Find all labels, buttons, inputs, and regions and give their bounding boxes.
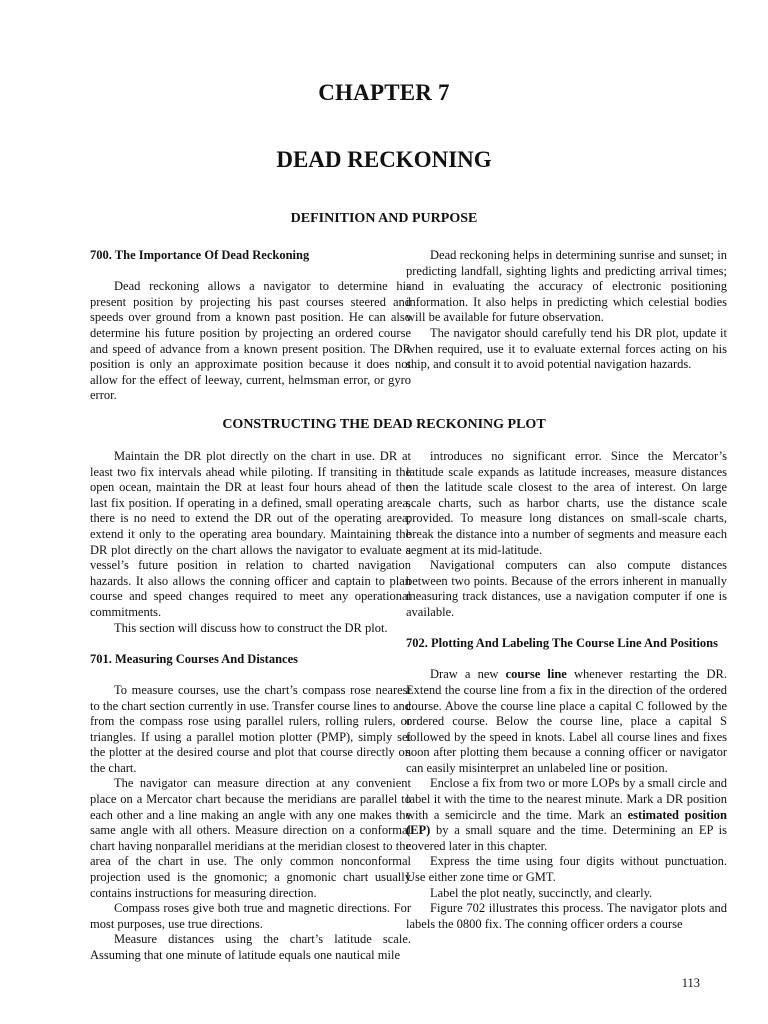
paragraph: Maintain the DR plot directly on the chart in use. DR at least two fix intervals ahead while piloting. If transiting in the open ocean, maintain the DR at least four hours ahead of the last fix position. If operating in a defined, small operating area, there is no need to extend the DR out of the operating area; extend it only to the operating area boundary. Maintaining the DR plot directly on the chart allows the navigator to evaluate a vessel’s future position in relation to charted navigation hazards. It also allows the conning officer and captain to plan course and speed changes required to meet any operational commitments. [90,449,411,619]
paragraph: The navigator can measure direction at any convenient place on a Mercator chart because the meridians are parallel to each other and a line making an angle with any one makes the same angle with all others. Measure direction on a conformal chart having nonparallel meridians at the meridian closest to the area of the chart in use. The only common nonconformal projection used is the gnomonic; a gnomonic chart usually contains instructions for measuring direction. [90,776,411,900]
paragraph: Figure 702 illustrates this process. The navigator plots and labels the 0800 fix. The conning officer orders a course [406,901,727,931]
section-heading-definition: DEFINITION AND PURPOSE [290,211,478,226]
term-course-line: course line [505,667,567,682]
paragraph: This section will discuss how to construct the DR plot. [114,620,388,635]
chapter-number: CHAPTER 7 [318,80,450,105]
subheading-701: 701. Measuring Courses And Distances [90,651,298,666]
text-run: Enclose a fix from two or more LOPs by a small circle and label it with the time to the nearest minute. Mark a DR position with a semicircle and the time. Mark an [406,776,727,822]
paragraph: Label the plot neatly, succinctly, and clearly. [430,885,653,900]
text-run: by a small square and the time. Determining an EP is covered later in this chapter. [406,823,727,853]
paragraph: Dead reckoning allows a navigator to determine his present position by projecting his past courses steered and speeds over ground from a known past position. He can also determine his future position by projecting an ordered course and speed of advance from a known present position. The DR position is only an approximate position because it does not allow for the effect of leeway, current, helmsman error, or gyro error. [90,279,411,403]
section1-right-column [406,248,727,373]
paragraph-estimated-position [406,776,727,854]
section2-left-column [90,449,411,964]
term-estimated-position: estimated position (EP) [406,807,727,838]
subheading-702: 702. Plotting And Labeling The Course Line And Positions [406,636,718,651]
text-run: whenever restarting the DR. Extend the course line from a fix in the direction of the ordered course. Above the course line place a capital C followed by the ordered course. Below the course line, place a capital S followed by the speed in knots. Label all course lines and fixes soon after plotting them because a conning officer or navigator can easily misinterpret an unlabeled line or position. [406,667,727,775]
paragraph: To measure courses, use the chart’s compass rose nearest to the chart section currently in use. Transfer course lines to and from the compass rose using parallel rulers, rolling rulers, or triangles. If using a parallel motion plotter (PMP), simply set the plotter at the desired course and plot that course directly on the chart. [90,682,411,775]
section-heading-constructing: CONSTRUCTING THE DEAD RECKONING PLOT [222,417,546,432]
paragraph: Measure distances using the chart’s latitude scale. Assuming that one minute of latitude equals one nautical mile [90,932,411,962]
subheading-700: 700. The Importance Of Dead Reckoning [90,248,310,262]
paragraph: Navigational computers can also compute distances between two points. Because of the errors inherent in manually measuring track distances, use a navigation computer if one is available. [406,558,727,619]
chapter-title: DEAD RECKONING [276,147,492,172]
paragraph: Dead reckoning helps in determining sunrise and sunset; in predicting landfall, sighting lights and predicting arrival times; and in evaluating the accuracy of electronic positioning information. It also helps in predicting which celestial bodies will be available for future observation. [406,248,727,325]
paragraph: Express the time using four digits without punctuation. Use either zone time or GMT. [406,854,727,885]
text-run: Draw a new [430,667,506,682]
paragraph-course-line [406,667,727,776]
section1-left-column [90,248,411,404]
paragraph: Compass roses give both true and magnetic directions. For most purposes, use true directions. [90,901,411,931]
paragraph: The navigator should carefully tend his DR plot, update it when required, use it to evaluate external forces acting on his ship, and consult it to avoid potential navigation hazards. [406,325,727,372]
page-number: 113 [681,976,700,990]
paragraph: introduces no significant error. Since the Mercator’s latitude scale expands as latitude increases, measure distances on the latitude scale closest to the area of interest. On large scale charts, such as harbor charts, use the distance scale provided. To measure long distances on small-scale charts, break the distance into a number of segments and measure each segment at its mid-latitude. [406,449,727,557]
section2-right-column [406,449,727,932]
